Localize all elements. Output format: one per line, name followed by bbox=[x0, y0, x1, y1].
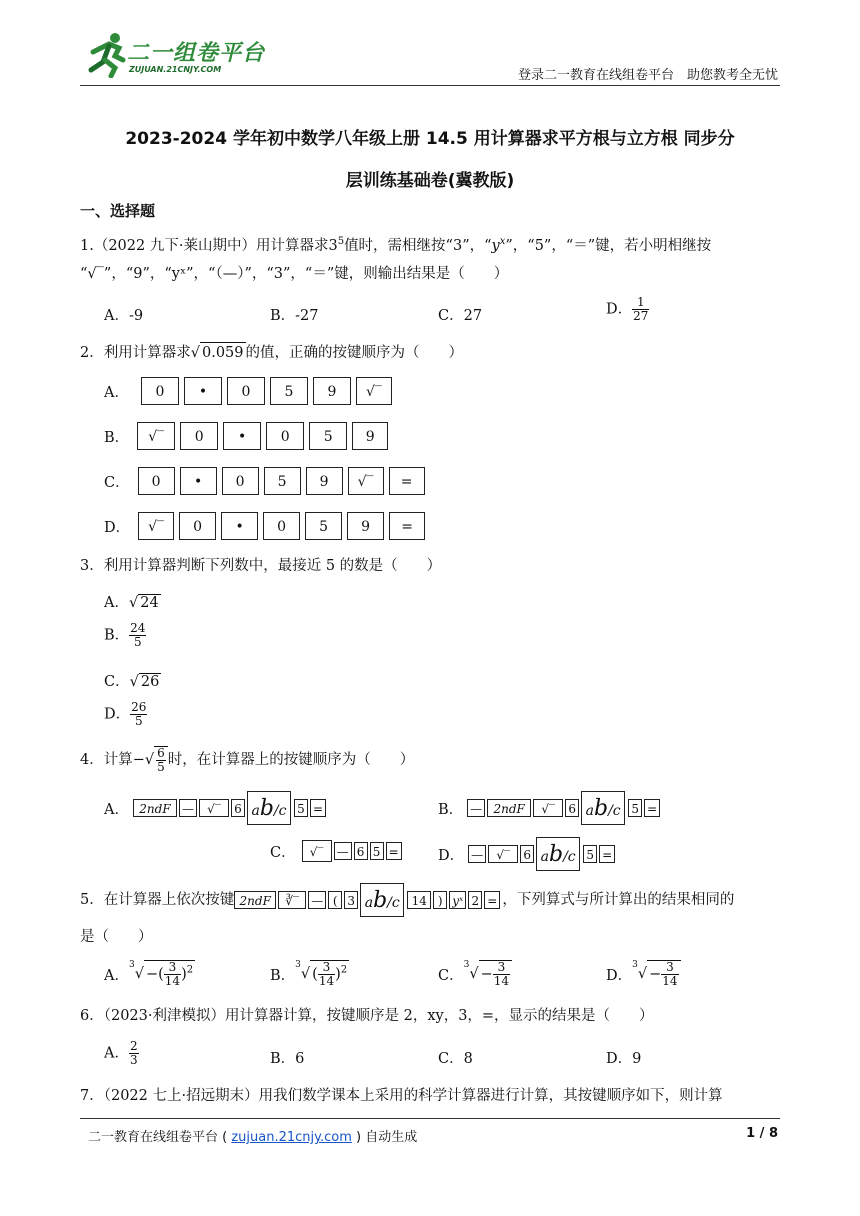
q5-option-c[interactable]: C． $^3$ √ − $\frac{3}{14}$ bbox=[438, 960, 512, 988]
q1-text-c: ”，“5”，“＝”键，若小明相继按 bbox=[505, 237, 712, 254]
key: 9 bbox=[306, 467, 343, 495]
q5-c-num: 3 bbox=[493, 961, 510, 975]
q3-option-a[interactable]: A．√ 24 bbox=[104, 595, 159, 611]
q5-a-num: 3 bbox=[164, 961, 181, 975]
key: √‾ bbox=[138, 512, 174, 540]
key-equals: = bbox=[386, 842, 402, 860]
q4-option-c[interactable] bbox=[270, 840, 404, 862]
footer-divider bbox=[80, 1118, 780, 1119]
q5-d-neg: − bbox=[649, 966, 662, 983]
key-minus: — bbox=[308, 891, 326, 909]
key-6: 6 bbox=[520, 845, 534, 863]
q1-option-b[interactable]: B．-27 bbox=[270, 308, 319, 324]
q3-option-c[interactable]: C．√ 26 bbox=[104, 674, 160, 690]
q1-option-c[interactable]: C．27 bbox=[438, 308, 483, 324]
key-6: 6 bbox=[565, 799, 579, 817]
key: 9 bbox=[347, 512, 384, 540]
q4-text-a: 4．计算 bbox=[80, 752, 133, 768]
question-5 bbox=[80, 883, 734, 917]
header-slogan: 登录二一教育在线组卷平台 助您教考全无忧 bbox=[517, 68, 778, 83]
q1-text-b: 值时，需相继按“3”，“ bbox=[344, 237, 492, 254]
key: √‾ bbox=[356, 377, 392, 405]
page-title-line1: 2023-2024 学年初中数学八年级上册 14.5 用计算器求平方根与立方根 同步分 bbox=[125, 129, 735, 149]
key-ab-c-tail: /c bbox=[608, 803, 621, 819]
q6-a-label: A． bbox=[104, 1045, 129, 1062]
footer-text-b: ) 自动生成 bbox=[351, 1130, 418, 1145]
q5-d-num: 3 bbox=[661, 961, 678, 975]
key: 5 bbox=[264, 467, 301, 495]
q5-a-neg: − bbox=[145, 966, 159, 983]
q2-radicand: 0.059 bbox=[200, 342, 246, 363]
logo bbox=[85, 30, 285, 80]
key: 0 bbox=[222, 467, 259, 495]
q1-text-a: 1.（2022 九下·莱山期中）用计算器求 bbox=[80, 237, 329, 254]
q4-option-a[interactable] bbox=[104, 791, 328, 825]
q3-a-label: A． bbox=[104, 595, 129, 611]
key: 9 bbox=[352, 422, 388, 450]
q4-num: 6 bbox=[157, 746, 165, 760]
key: 0 bbox=[227, 377, 265, 405]
q5-a-index: 3 bbox=[128, 960, 135, 970]
key: • bbox=[223, 422, 261, 450]
q5-option-a[interactable]: A． $^3$ √ −( $\frac{3}{14}$ )$^2$ bbox=[104, 960, 194, 988]
q6-a-den: 3 bbox=[129, 1053, 138, 1067]
key-minus: — bbox=[468, 845, 486, 863]
key: 0 bbox=[266, 422, 304, 450]
q5-a-den: 14 bbox=[164, 974, 181, 988]
q5-d-label: D． bbox=[606, 967, 633, 984]
q5-b-sq: 2 bbox=[340, 964, 348, 976]
key-equals: = bbox=[599, 845, 615, 863]
q5-b-den: 14 bbox=[318, 974, 335, 988]
q1-d-num: 1 bbox=[632, 296, 649, 310]
q1-x: x bbox=[499, 236, 506, 247]
key: 0 bbox=[263, 512, 300, 540]
key-ab-a: a bbox=[364, 895, 374, 911]
key: 0 bbox=[138, 467, 175, 495]
q5-d-den: 14 bbox=[662, 974, 678, 988]
q4-b-label: B． bbox=[438, 801, 464, 818]
key: 0 bbox=[179, 512, 216, 540]
key: 5 bbox=[305, 512, 342, 540]
q4-option-b[interactable] bbox=[438, 791, 662, 825]
key-minus: — bbox=[179, 799, 197, 817]
key-ab-b: b bbox=[373, 888, 388, 913]
key-ab-c-tail: /c bbox=[563, 849, 576, 865]
q5-option-d[interactable]: D． $^3$ √ − $\frac{3}{14}$ bbox=[606, 960, 681, 988]
key-ab-c-tail: /c bbox=[387, 895, 400, 911]
q5-text-b: ，下列算式与所计算出的结果相同的 bbox=[502, 892, 735, 908]
q4-option-d[interactable] bbox=[438, 837, 617, 871]
key: = bbox=[389, 512, 425, 540]
question-7: 7．（2022 七上·招远期末）用我们数学课本上采用的科学计算器进行计算，其按键顺序如下，则计算 bbox=[80, 1088, 723, 1104]
key-minus: — bbox=[334, 842, 352, 860]
question-3: 3．利用计算器判断下列数中，最接近 5 的数是（ ） bbox=[80, 558, 442, 574]
q5-b-num: 3 bbox=[318, 961, 335, 975]
key-ab-b: b bbox=[548, 842, 564, 867]
q3-b-den: 5 bbox=[133, 635, 142, 649]
key-5: 5 bbox=[294, 799, 308, 817]
key-ab-b: b bbox=[259, 796, 274, 821]
key-yx: yˣ bbox=[449, 891, 466, 909]
page-number: 1 / 8 bbox=[746, 1126, 778, 1141]
key-equals: = bbox=[484, 891, 500, 909]
q3-a-radicand: 24 bbox=[140, 595, 159, 611]
q3-d-label: D． bbox=[104, 706, 131, 723]
footer-link[interactable]: zujuan.21cnjy.com bbox=[231, 1130, 352, 1145]
key: 0 bbox=[180, 422, 218, 450]
q5-c-label: C． bbox=[438, 967, 464, 984]
question-4: 4．计算 − √ $\frac{6}{5}$ 时，在计算器上的按键顺序为（ ） bbox=[80, 746, 415, 774]
q6-a-num: 2 bbox=[129, 1039, 138, 1053]
runner-logo-icon bbox=[85, 30, 127, 78]
q5-c-index: 3 bbox=[463, 960, 470, 970]
q1-d-label: D． bbox=[606, 301, 633, 318]
q2-option-d[interactable] bbox=[104, 512, 430, 540]
q6-option-b[interactable]: B．6 bbox=[270, 1051, 305, 1067]
question-6: 6．（2023·利津模拟）用计算器计算，按键顺序是 2，xy，3，=，显示的结果是（ ） bbox=[80, 1008, 654, 1024]
key-3: 3 bbox=[344, 891, 358, 909]
question-2: 2．利用计算器求√ 0.059 的值，正确的按键顺序为（ ） bbox=[80, 342, 463, 363]
q2-option-a[interactable] bbox=[104, 377, 397, 405]
key-ab-c bbox=[360, 883, 404, 917]
key: √‾ bbox=[348, 467, 384, 495]
key: • bbox=[221, 512, 258, 540]
q3-b-num: 24 bbox=[130, 621, 146, 635]
q2-option-b[interactable] bbox=[104, 422, 393, 450]
key: 5 bbox=[270, 377, 308, 405]
footer-text-a: 二一教育在线组卷平台 ( bbox=[88, 1130, 232, 1145]
q3-c-radicand: 26 bbox=[140, 674, 160, 690]
q5-b-index: 3 bbox=[295, 960, 301, 970]
key-ab-a: a bbox=[540, 849, 549, 865]
key-ab-a: a bbox=[251, 803, 260, 819]
key-sqrt: √‾ bbox=[488, 845, 518, 863]
key-2: 2 bbox=[468, 891, 482, 909]
q3-d-num: 26 bbox=[131, 700, 147, 714]
key-minus: — bbox=[467, 799, 485, 817]
section-heading: 一、选择题 bbox=[80, 202, 156, 220]
q5-a-label: A． bbox=[104, 967, 129, 984]
key-2ndf: 2ndF bbox=[487, 799, 531, 817]
q6-option-d[interactable]: D．9 bbox=[606, 1051, 642, 1067]
q3-option-b[interactable] bbox=[104, 622, 146, 649]
q1-option-d[interactable] bbox=[606, 296, 649, 323]
key: 5 bbox=[309, 422, 347, 450]
footer-source bbox=[88, 1126, 417, 1145]
key-left-paren: ( bbox=[328, 891, 342, 909]
logo-text: 二一组卷平台 bbox=[127, 41, 266, 66]
key: 9 bbox=[313, 377, 351, 405]
q4-text-b: 时，在计算器上的按键顺序为（ ） bbox=[167, 752, 415, 768]
q4-a-label: A． bbox=[104, 801, 129, 818]
key-ab-c bbox=[536, 837, 580, 871]
key-6: 6 bbox=[354, 842, 368, 860]
key: • bbox=[180, 467, 217, 495]
key-right-paren: ) bbox=[433, 891, 447, 909]
q2-b-label: B． bbox=[104, 429, 130, 446]
q6-option-a[interactable] bbox=[104, 1040, 139, 1067]
key: 0 bbox=[141, 377, 179, 405]
q3-option-d[interactable] bbox=[104, 701, 147, 728]
header-divider bbox=[80, 85, 780, 86]
q3-b-label: B． bbox=[104, 627, 130, 644]
q4-d-label: D． bbox=[438, 847, 465, 864]
key-sqrt: √‾ bbox=[199, 799, 229, 817]
page-title-line2: 层训练基础卷(冀教版) bbox=[345, 171, 515, 191]
q5-d-index: 3 bbox=[632, 960, 638, 970]
q1-option-a[interactable]: A．-9 bbox=[104, 308, 144, 324]
key: = bbox=[389, 467, 425, 495]
key-14: 14 bbox=[407, 891, 431, 909]
q2-d-label: D． bbox=[104, 519, 131, 536]
q2-c-label: C． bbox=[104, 474, 130, 491]
q1-y: y bbox=[491, 237, 500, 254]
question-1-line2: “√‾”，“9”，“yˣ”，“（—）”，“3”，“＝”键，则输出结果是（ ） bbox=[80, 266, 509, 282]
key-ab-c bbox=[581, 791, 625, 825]
q5-text-a: 5．在计算器上依次按键 bbox=[80, 892, 235, 908]
key-ab-a: a bbox=[585, 803, 594, 819]
q2-text-a: 2．利用计算器求 bbox=[80, 345, 191, 361]
q6-option-c[interactable]: C．8 bbox=[438, 1051, 473, 1067]
key-sqrt: √‾ bbox=[302, 840, 332, 862]
key-2ndf: 2ndF bbox=[234, 891, 276, 909]
logo-url: ZUJUAN.21CNJY.COM bbox=[129, 65, 222, 74]
q5-c-den: 14 bbox=[493, 974, 510, 988]
q1-exp: 5 bbox=[337, 236, 345, 247]
q2-option-c[interactable] bbox=[104, 467, 430, 495]
key-ab-c bbox=[247, 791, 291, 825]
q4-den: 5 bbox=[157, 760, 165, 774]
q4-neg: − bbox=[132, 752, 145, 768]
q5-c-neg: − bbox=[480, 966, 493, 983]
key-2ndf: 2ndF bbox=[133, 799, 177, 817]
q1-base: 3 bbox=[328, 237, 338, 254]
q2-text-b: 的值，正确的按键顺序为（ ） bbox=[245, 345, 463, 361]
q5-b-label: B． bbox=[270, 967, 296, 984]
q3-c-label: C． bbox=[104, 674, 130, 690]
q3-d-den: 5 bbox=[134, 714, 143, 728]
key-6: 6 bbox=[231, 799, 245, 817]
key-ab-c-tail: /c bbox=[273, 803, 287, 819]
question-1-line1 bbox=[80, 230, 711, 256]
q4-c-label: C． bbox=[270, 844, 296, 861]
key-equals: = bbox=[644, 799, 660, 817]
key-5: 5 bbox=[628, 799, 642, 817]
key-cbrt: ∛‾ bbox=[278, 891, 306, 909]
key-5: 5 bbox=[583, 845, 597, 863]
key: • bbox=[184, 377, 222, 405]
q5-a-sq: 2 bbox=[186, 964, 194, 976]
key: √‾ bbox=[137, 422, 175, 450]
q2-a-label: A． bbox=[104, 384, 129, 401]
key-ab-b: b bbox=[594, 796, 609, 821]
key-equals: = bbox=[310, 799, 326, 817]
question-5-line2: 是（ ） bbox=[80, 929, 153, 945]
q1-d-den: 27 bbox=[633, 309, 649, 323]
key-sqrt: √‾ bbox=[533, 799, 563, 817]
key-5: 5 bbox=[370, 842, 384, 860]
q5-option-b[interactable]: B． $^3$ √ ( $\frac{3}{14}$ )$^2$ bbox=[270, 960, 348, 988]
